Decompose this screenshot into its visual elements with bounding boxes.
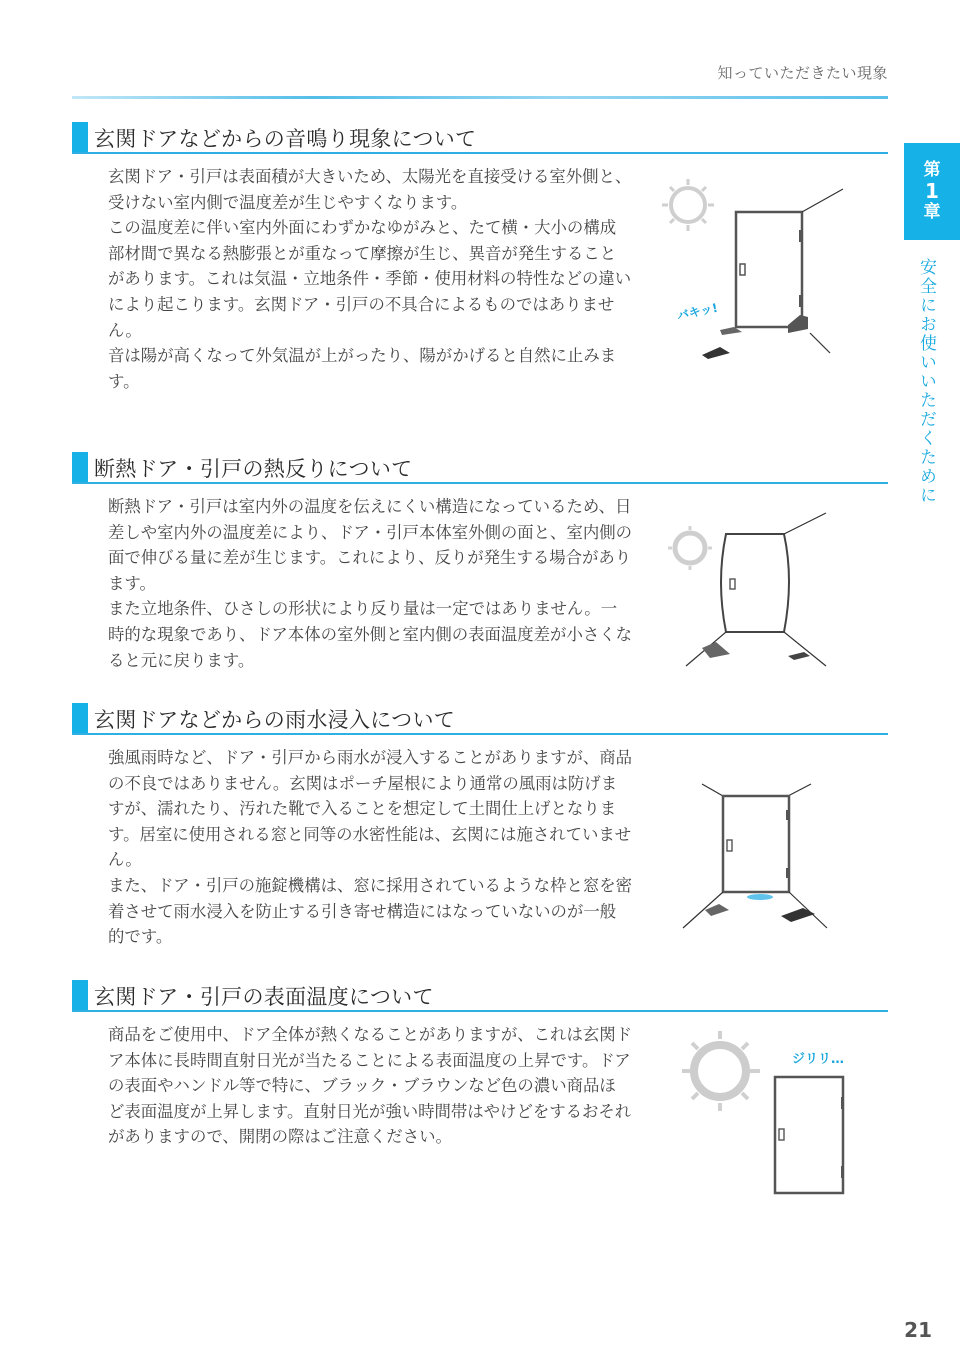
section-body — [108, 1022, 632, 1150]
svg-text:バキッ!: バキッ! — [675, 300, 719, 323]
heading-accent-bar — [72, 980, 88, 1010]
paragraph: 音は陽が高くなって外気温が上がったり、陽がかげると自然に止みます。 — [108, 346, 617, 391]
section-heading — [72, 703, 888, 735]
section-body — [108, 494, 632, 673]
chapter-tab[interactable] — [904, 143, 960, 240]
paragraph: また立地条件、ひさしの形状により反り量は一定ではありません。一時的な現象であり、ドア本体の室外側と室内側の表面温度差が小さくなると元に戻ります。 — [108, 599, 633, 670]
paragraph: また、ドア・引戸の施錠機構は、窓に採用されているような枠と窓を密着させて雨水浸入を防止する引き寄せ構造にはなっていないのが一般的です。 — [108, 875, 633, 947]
page-number: 21 — [904, 1318, 932, 1342]
section-heading — [72, 122, 888, 154]
door-warp-illustration-icon — [660, 510, 840, 675]
heading-accent-bar — [72, 452, 88, 482]
paragraph: 商品をご使用中、ドア全体が熱くなることがありますが、これは玄関ドア本体に長時間直射日光が当たることによる表面温度の上昇です。ドアの表面やハンドル等で特に、ブラック・ブラウンなど色の濃い商品ほど表面温度が上昇します。直射日光が強い時間帯はやけどをするおそれがありますので、開閉の際はご注意ください。 — [108, 1025, 633, 1147]
section-title: 玄関ドアなどからの雨水浸入について — [94, 708, 456, 732]
door-rain-illustration-icon — [675, 780, 855, 940]
paragraph: 強風雨時など、ドア・引戸から雨水が浸入することがありますが、商品の不良ではありません。玄関はポーチ屋根により通常の風雨は防げますが、濡れたり、汚れた靴で入ることを想定して土間仕上げとなります。居室に使用される窓と同等の水密性能は、玄関には施されていません。 — [108, 748, 633, 870]
section-title: 断熱ドア・引戸の熱反りについて — [94, 457, 413, 481]
chapter-tab-label-2: 章 — [923, 202, 941, 222]
section-body — [108, 164, 632, 394]
paragraph: 断熱ドア・引戸は室内外の温度を伝えにくい構造になっているため、日差しや室内外の温度差により、ドア・引戸本体室外側の面と、室内側の面で伸びる量に差が生じます。これにより、反りが発生する場合があります。 — [108, 497, 633, 593]
door-creak-illustration-icon — [660, 175, 860, 370]
running-head: 知っていただきたい現象 — [717, 64, 888, 82]
section-title: 玄関ドアなどからの音鳴り現象について — [94, 127, 477, 151]
svg-text:ジリリ…: ジリリ… — [792, 1052, 845, 1067]
header-divider — [72, 96, 888, 99]
chapter-tab-label: 第 — [923, 160, 941, 180]
chapter-title: 安全にお使いいただくために — [916, 258, 936, 505]
section-heading — [72, 452, 888, 484]
section-heading — [72, 980, 888, 1012]
heading-accent-bar — [72, 122, 88, 152]
section-title: 玄関ドア・引戸の表面温度について — [94, 985, 434, 1009]
heading-accent-bar — [72, 703, 88, 733]
paragraph: この温度差に伴い室内外面にわずかなゆがみと、たて横・大小の構成部材間で異なる熱膨張とが重なって摩擦が生じ、異音が発生することがあります。これは気温・立地条件・季節・使用材料の特性などの違いにより起こります。玄関ドア・引戸の不具合によるものではありません。 — [108, 218, 632, 340]
paragraph: 玄関ドア・引戸は表面積が大きいため、太陽光を直接受ける室外側と、受けない室内側で温度差が生じやすくなります。 — [108, 167, 632, 212]
chapter-number: 1 — [925, 179, 939, 203]
section-body — [108, 745, 632, 950]
door-hot-illustration-icon — [680, 1025, 860, 1200]
